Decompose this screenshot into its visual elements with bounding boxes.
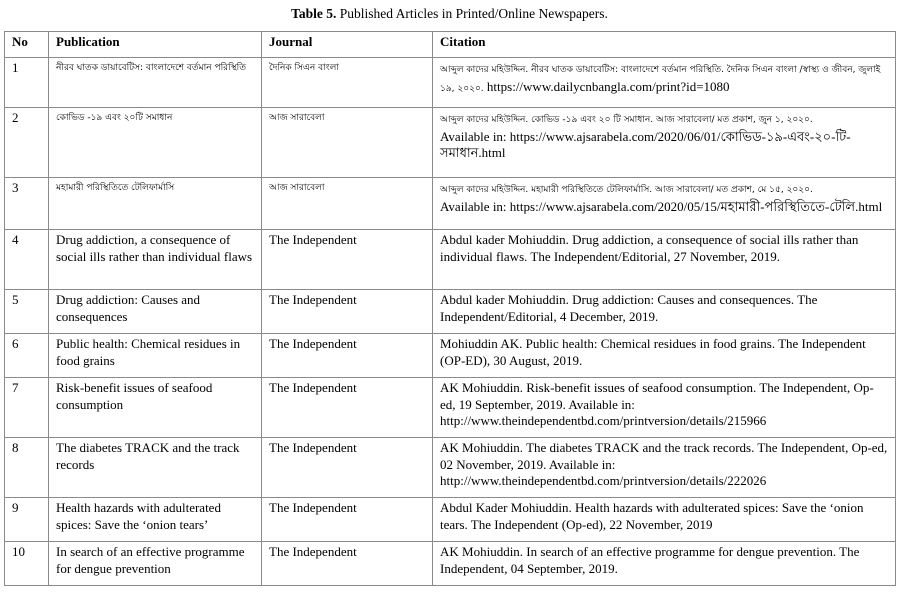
publications-table (4, 31, 896, 586)
table-row (5, 290, 896, 334)
row-no: 3 (5, 178, 49, 230)
citation-bangla: আব্দুল কাদের মহিউদ্দিন. কোভিড -১৯ এবং ২০ টি সমাধান. আজ সারাবেলা/ মত প্রকাশ, জুন ১, ২০২০. (440, 115, 813, 125)
row-no: 1 (5, 58, 49, 108)
table-row (5, 58, 896, 108)
table-row (5, 178, 896, 230)
table-row (5, 542, 896, 586)
row-journal: The Independent (262, 290, 433, 334)
row-publication: কোভিড -১৯ এবং ২০টি সমাধান (49, 108, 262, 178)
caption-label: Table 5. (291, 6, 337, 21)
header-journal: Journal (262, 32, 433, 58)
row-journal: The Independent (262, 542, 433, 586)
header-publication: Publication (49, 32, 262, 58)
row-journal: The Independent (262, 378, 433, 438)
row-citation: Abdul Kader Mohiuddin. Health hazards with adulterated spices: Save the ‘onion tears. The Independent (Op-ed), 22 November, 2019 (433, 498, 896, 542)
row-publication: মহামারী পরিস্থিতিতে টেলিফার্মাসি (49, 178, 262, 230)
caption-text: Published Articles in Printed/Online Newspapers. (336, 6, 608, 21)
row-citation (433, 108, 896, 178)
header-no: No (5, 32, 49, 58)
row-citation: Abdul kader Mohiuddin. Drug addiction, a consequence of social ills rather than individual flaws. The Independent/Editorial, 27 November, 2019. (433, 230, 896, 290)
row-journal: আজ সারাবেলা (262, 178, 433, 230)
row-publication: Drug addiction, a consequence of social ills rather than individual flaws (49, 230, 262, 290)
citation-link: https://www.dailycnbangla.com/print?id=1080 (483, 78, 730, 94)
row-no: 6 (5, 334, 49, 378)
row-publication: The diabetes TRACK and the track records (49, 438, 262, 498)
row-no: 5 (5, 290, 49, 334)
row-citation (433, 58, 896, 108)
row-journal: আজ সারাবেলা (262, 108, 433, 178)
row-no: 9 (5, 498, 49, 542)
row-no: 8 (5, 438, 49, 498)
row-journal: দৈনিক সিএন বাংলা (262, 58, 433, 108)
row-citation: AK Mohiuddin. The diabetes TRACK and the track records. The Independent, Op-ed, 02 November, 2019. Available in: http://www.theindependentbd.com/printversion/details/222026 (433, 438, 896, 498)
row-citation (433, 178, 896, 230)
header-citation: Citation (433, 32, 896, 58)
row-no: 7 (5, 378, 49, 438)
citation-bangla: আব্দুল কাদের মহিউদ্দিন. নীরব ঘাতক ডায়াবেটিস: বাংলাদেশে বর্তমান পরিস্থিতি. দৈনিক সিএন বাংলা /স্বাস্থ্য ও জীবন, জুলাই ১৯, ২০২০. (440, 65, 881, 94)
row-publication: Health hazards with adulterated spices: Save the ‘onion tears’ (49, 498, 262, 542)
table-row (5, 438, 896, 498)
table-row (5, 334, 896, 378)
table-caption (0, 6, 899, 22)
row-publication: Public health: Chemical residues in food grains (49, 334, 262, 378)
row-publication: In search of an effective programme for dengue prevention (49, 542, 262, 586)
row-journal: The Independent (262, 438, 433, 498)
row-journal: The Independent (262, 334, 433, 378)
citation-link: Available in: https://www.ajsarabela.com/2020/06/01/কোভিড-১৯-এবং-২০-টি-সমাধান.html (440, 128, 851, 161)
row-citation: Mohiuddin AK. Public health: Chemical residues in food grains. The Independent (OP-ED), 30 August, 2019. (433, 334, 896, 378)
row-no: 2 (5, 108, 49, 178)
row-no: 10 (5, 542, 49, 586)
table-row (5, 230, 896, 290)
table-row (5, 378, 896, 438)
row-citation: AK Mohiuddin. Risk-benefit issues of seafood consumption. The Independent, Op-ed, 19 September, 2019. Available in: http://www.theindependentbd.com/printversion/details/215966 (433, 378, 896, 438)
header-row (5, 32, 896, 58)
row-publication: Drug addiction: Causes and consequences (49, 290, 262, 334)
table-row (5, 108, 896, 178)
row-journal: The Independent (262, 498, 433, 542)
table-row (5, 498, 896, 542)
citation-bangla: আব্দুল কাদের মহিউদ্দিন. মহামারী পরিস্থিতিতে টেলিফার্মাসি. আজ সারাবেলা/ মত প্রকাশ, মে ১৫, ২০২০. (440, 185, 813, 195)
row-citation: Abdul kader Mohiuddin. Drug addiction: Causes and consequences. The Independent/Editorial, 4 December, 2019. (433, 290, 896, 334)
row-publication: Risk-benefit issues of seafood consumption (49, 378, 262, 438)
row-publication: নীরব ঘাতক ডায়াবেটিস: বাংলাদেশে বর্তমান পরিস্থিতি (49, 58, 262, 108)
citation-link: Available in: https://www.ajsarabela.com/2020/05/15/মহামারী-পরিস্থিতিতে-টেলি.html (440, 198, 883, 214)
row-no: 4 (5, 230, 49, 290)
row-journal: The Independent (262, 230, 433, 290)
row-citation: AK Mohiuddin. In search of an effective programme for dengue prevention. The Independent, 04 September, 2019. (433, 542, 896, 586)
